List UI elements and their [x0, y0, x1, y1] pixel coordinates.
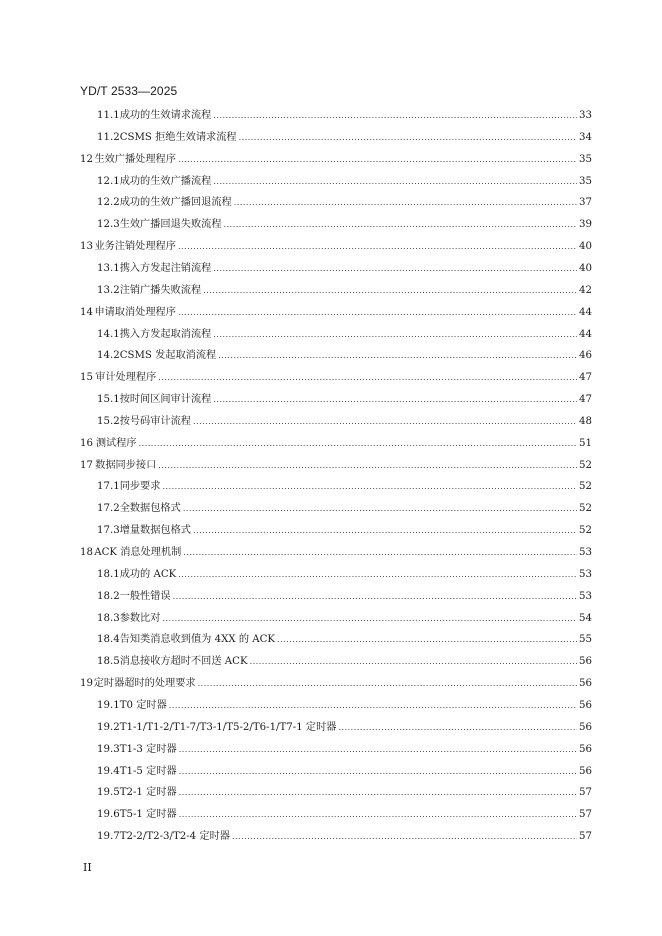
- toc-entry[interactable]: [80, 677, 592, 691]
- toc-entry-page: 53: [579, 568, 592, 580]
- toc-entry[interactable]: [97, 393, 592, 407]
- toc-entry-number: 19.2: [97, 721, 120, 733]
- toc-entry[interactable]: [97, 109, 592, 123]
- toc-entry-number: 12.2: [97, 197, 120, 209]
- toc-entry-title: 审计处理程序: [95, 372, 157, 384]
- toc-entry-page: 54: [579, 612, 592, 624]
- toc-entry-number: 11.1: [97, 110, 120, 121]
- toc-entry-title: CSMS 拒绝生效请求流程: [119, 131, 237, 143]
- toc-entry-title: T2-1 定时器: [119, 787, 177, 799]
- toc-entry-number: 18.4: [97, 634, 120, 646]
- toc-entry-page: 42: [579, 284, 592, 296]
- toc-entry-page: 40: [579, 241, 592, 253]
- toc-entry-page: 44: [579, 306, 592, 318]
- toc-leader-dots: [203, 284, 577, 298]
- toc-entry-title: T1-3 定时器: [119, 743, 177, 755]
- toc-entry-title: 业务注销处理程序: [94, 241, 176, 253]
- toc-leader-dots: [213, 328, 577, 342]
- toc-entry-page: 56: [579, 765, 592, 777]
- toc-entry-number: 12: [80, 153, 93, 165]
- toc-entry-page: 48: [579, 415, 592, 427]
- toc-leader-dots: [158, 371, 577, 385]
- toc-entry-page: 37: [579, 197, 592, 209]
- toc-leader-dots: [179, 743, 577, 757]
- toc-entry-number: 16: [80, 437, 93, 449]
- toc-entry-number: 15.1: [97, 394, 120, 406]
- toc-entry-number: 19.6: [97, 809, 120, 821]
- toc-entry-page: 33: [579, 110, 592, 121]
- toc-entry-number: 18.5: [97, 656, 120, 668]
- toc-leader-dots: [183, 546, 577, 560]
- toc-entry-number: 18: [80, 547, 93, 558]
- toc-entry[interactable]: [97, 524, 592, 538]
- toc-entry-title: 注销广播失败流程: [119, 284, 202, 296]
- toc-leader-dots: [173, 590, 577, 604]
- toc-entry[interactable]: [97, 218, 592, 232]
- toc-entry-title: 一般性错误: [119, 590, 171, 602]
- toc-entry-page: 52: [579, 503, 592, 515]
- toc-leader-dots: [178, 568, 577, 582]
- toc-leader-dots: [179, 765, 577, 779]
- toc-entry-number: 18.2: [97, 590, 120, 602]
- toc-entry[interactable]: [97, 568, 592, 582]
- toc-entry-title: 成功的 ACK: [119, 568, 177, 580]
- toc-entry-page: 55: [579, 634, 592, 646]
- toc-entry-title: T1-1/T1-2/T1-7/T3-1/T5-2/T6-1/T7-1 定时器: [119, 721, 337, 733]
- toc-entry[interactable]: [97, 328, 592, 342]
- toc-entry-title: 按号码审计流程: [119, 415, 191, 427]
- toc-entry[interactable]: [80, 240, 592, 254]
- document-id: YD/T 2533—2025: [80, 84, 178, 98]
- toc-entry[interactable]: [97, 349, 592, 363]
- toc-entry-title: T0 定时器: [119, 699, 167, 711]
- toc-entry-number: 17.2: [97, 503, 120, 515]
- toc-entry[interactable]: [97, 830, 592, 844]
- toc-entry-number: 15: [80, 372, 93, 384]
- toc-leader-dots: [178, 153, 577, 167]
- toc-entry[interactable]: [97, 721, 592, 735]
- toc-entry-title: CSMS 发起取消流程: [119, 350, 217, 362]
- toc-entry-number: 17: [80, 459, 93, 471]
- toc-entry-title: 测试程序: [95, 437, 137, 449]
- toc-entry-number: 13.1: [97, 262, 120, 274]
- toc-leader-dots: [213, 393, 577, 407]
- toc-entry[interactable]: [97, 590, 592, 604]
- toc-leader-dots: [179, 808, 577, 822]
- toc-leader-dots: [162, 480, 577, 494]
- toc-leader-dots: [213, 175, 577, 189]
- toc-entry-page: 53: [579, 547, 592, 558]
- toc-entry-title: ACK 消息处理机制: [94, 547, 182, 558]
- toc-entry-page: 56: [579, 678, 592, 690]
- toc-entry-page: 40: [579, 262, 592, 274]
- toc-entry-title: 增量数据包格式: [119, 525, 191, 537]
- toc-leader-dots: [178, 306, 577, 320]
- toc-entry-title: 携入方发起注销流程: [119, 262, 212, 274]
- toc-entry-title: 携入方发起取消流程: [119, 328, 212, 340]
- toc-entry-number: 17.1: [97, 481, 120, 493]
- toc-entry-title: 全数据包格式: [119, 503, 181, 515]
- toc-entry[interactable]: [97, 743, 592, 757]
- toc-entry-title: T5-1 定时器: [119, 809, 177, 821]
- toc-leader-dots: [213, 262, 577, 276]
- toc-entry-number: 19.3: [97, 743, 120, 755]
- toc-entry-title: 申请取消处理程序: [94, 306, 176, 318]
- toc-entry-number: 19.1: [97, 699, 120, 711]
- toc-entry-number: 19.7: [97, 831, 120, 843]
- toc-leader-dots: [198, 677, 577, 691]
- toc-entry-page: 44: [579, 328, 592, 340]
- toc-entry-number: 14.1: [97, 328, 120, 340]
- toc-entry-page: 46: [579, 350, 592, 362]
- toc-leader-dots: [218, 349, 577, 363]
- toc-entry-page: 52: [579, 459, 592, 471]
- toc-entry[interactable]: [97, 262, 592, 276]
- toc-leader-dots: [232, 830, 577, 844]
- toc-entry[interactable]: [97, 196, 592, 210]
- toc-entry-number: 18.3: [97, 612, 120, 624]
- toc-entry-page: 51: [579, 437, 592, 449]
- page-number: II: [83, 861, 92, 874]
- toc-entry[interactable]: [97, 808, 592, 822]
- toc-entry-number: 19.5: [97, 787, 120, 799]
- toc-leader-dots: [250, 655, 577, 669]
- toc-leader-dots: [234, 196, 577, 210]
- toc-leader-dots: [183, 502, 577, 516]
- toc-entry-title: 按时间区间审计流程: [119, 394, 212, 406]
- toc-entry[interactable]: [80, 153, 592, 167]
- toc-leader-dots: [158, 459, 577, 473]
- toc-entry-title: T1-5 定时器: [119, 765, 177, 777]
- toc-entry[interactable]: [80, 546, 592, 560]
- toc-entry-title: 成功的生效广播流程: [119, 175, 212, 187]
- toc-entry-number: 12.3: [97, 219, 120, 231]
- toc-entry-title: 同步要求: [119, 481, 161, 493]
- toc-entry-number: 13: [80, 241, 93, 253]
- toc-entry-title: 生效广播处理程序: [94, 153, 176, 165]
- toc-entry[interactable]: [97, 612, 592, 626]
- toc-entry[interactable]: [97, 131, 592, 145]
- toc-entry-title: 生效广播回退失败流程: [119, 219, 222, 231]
- toc-leader-dots: [277, 633, 577, 647]
- toc-entry-number: 15.2: [97, 415, 120, 427]
- toc-leader-dots: [139, 437, 577, 451]
- toc-entry-number: 19: [80, 678, 93, 690]
- toc-entry-page: 47: [579, 372, 592, 384]
- toc-leader-dots: [178, 240, 577, 254]
- toc-entry[interactable]: [97, 284, 592, 298]
- toc-entry-page: 57: [579, 809, 592, 821]
- toc-entry[interactable]: [97, 502, 592, 516]
- toc-leader-dots: [339, 721, 578, 735]
- toc-entry[interactable]: [80, 437, 592, 451]
- toc-entry-title: 定时器超时的处理要求: [93, 678, 196, 690]
- toc-entry[interactable]: [97, 480, 592, 494]
- toc-entry-page: 47: [579, 394, 592, 406]
- toc-entry-title: 成功的生效请求流程: [119, 110, 212, 121]
- toc-entry[interactable]: [80, 371, 592, 385]
- toc-entry-page: 52: [579, 525, 592, 537]
- toc-entry-page: 39: [579, 219, 592, 231]
- toc-entry-page: 35: [579, 175, 592, 187]
- toc-entry-page: 56: [579, 743, 592, 755]
- toc-entry-page: 57: [579, 787, 592, 799]
- toc-entry-number: 19.4: [97, 765, 120, 777]
- toc-leader-dots: [193, 524, 577, 538]
- toc-entry-title: 告知类消息收到值为 4XX 的 ACK: [119, 634, 276, 646]
- toc-entry-title: 参数比对: [119, 612, 161, 624]
- toc-entry[interactable]: [97, 415, 592, 429]
- toc-entry-page: 56: [579, 721, 592, 733]
- toc-entry-number: 17.3: [97, 525, 120, 537]
- toc-entry[interactable]: [97, 655, 592, 669]
- toc-entry-title: 成功的生效广播回退流程: [119, 197, 232, 209]
- toc-entry[interactable]: [80, 459, 592, 473]
- toc-entry-page: 52: [579, 481, 592, 493]
- toc-entry[interactable]: [97, 786, 592, 800]
- toc-entry-number: 14.2: [97, 350, 120, 362]
- toc-entry-page: 56: [579, 699, 592, 711]
- toc-entry[interactable]: [97, 633, 592, 647]
- toc-entry-title: 数据同步接口: [95, 459, 157, 471]
- toc-leader-dots: [193, 415, 577, 429]
- toc-leader-dots: [224, 218, 577, 232]
- toc-entry-title: 消息接收方超时不回送 ACK: [119, 656, 248, 668]
- toc-entry[interactable]: [97, 699, 592, 713]
- toc-entry-title: T2-2/T2-3/T2-4 定时器: [119, 831, 230, 843]
- toc-entry-page: 53: [579, 590, 592, 602]
- toc-leader-dots: [169, 699, 577, 713]
- toc-leader-dots: [179, 786, 577, 800]
- toc-leader-dots: [239, 131, 577, 145]
- toc-entry-number: 13.2: [97, 284, 120, 296]
- toc-entry-number: 12.1: [97, 175, 120, 187]
- toc-entry[interactable]: [80, 306, 592, 320]
- toc-entry-number: 18.1: [97, 568, 120, 580]
- toc-entry[interactable]: [97, 175, 592, 189]
- toc-entry-number: 11.2: [97, 131, 120, 143]
- toc-entry[interactable]: [97, 765, 592, 779]
- toc-leader-dots: [162, 612, 577, 626]
- toc-entry-number: 14: [80, 306, 93, 318]
- toc-entry-page: 57: [579, 831, 592, 843]
- toc-entry-page: 56: [579, 656, 592, 668]
- toc-entry-page: 34: [579, 131, 592, 143]
- toc-entry-page: 35: [579, 153, 592, 165]
- toc-leader-dots: [213, 109, 577, 123]
